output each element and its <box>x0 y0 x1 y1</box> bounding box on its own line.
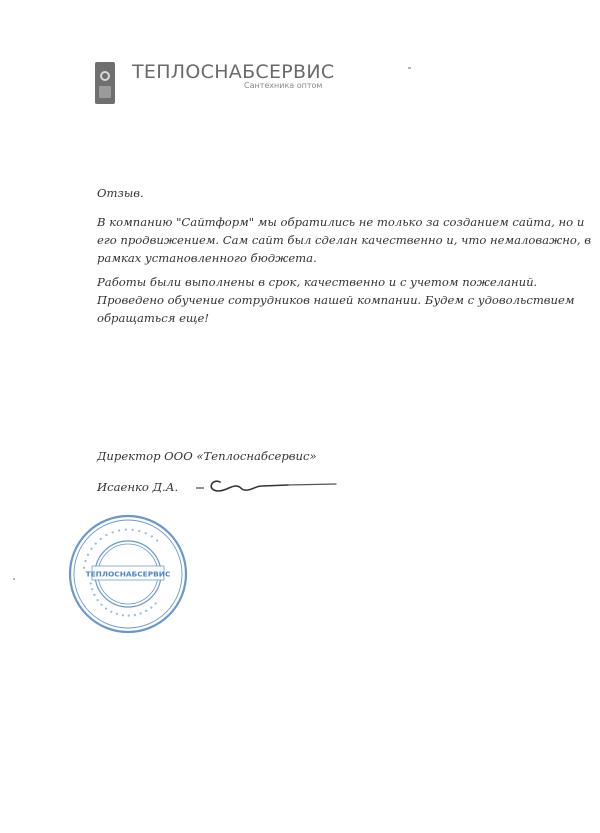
paragraph-line: рамках установленного бюджета. <box>97 251 317 265</box>
signer-title: Директор ООО «Теплоснабсервис» <box>97 449 317 463</box>
scan-speck <box>13 578 15 580</box>
company-stamp <box>66 512 190 636</box>
paragraph-line: Работы были выполнены в срок, качественно и с учетом пожеланий. <box>97 275 538 289</box>
paragraph-line: его продвижением. Сам сайт был сделан качественно и, что немаловажно, в <box>97 233 591 247</box>
paragraph-line: Проведено обучение сотрудников нашей компании. Будем с удовольствием <box>97 293 575 307</box>
letter-paragraph-2 <box>97 273 575 327</box>
signer-name: Исаенко Д.А. <box>97 480 179 494</box>
stamp-center-text: ТЕПЛОСНАБСЕРВИС <box>85 569 171 579</box>
letter-paragraph-1 <box>97 213 591 267</box>
company-emblem-icon <box>95 62 115 104</box>
handwritten-signature <box>196 472 346 498</box>
svg-text:• • • • • • • • • • • • • • •: • • • • • • • • • • • • • • • <box>86 580 161 621</box>
paragraph-line: В компанию "Сайтформ" мы обратились не только за созданием сайта, но и <box>97 215 585 229</box>
paragraph-line: обращаться еще! <box>97 311 210 325</box>
letter-salutation: Отзыв. <box>97 186 144 200</box>
company-tagline: Сантехника оптом <box>244 81 323 90</box>
svg-text:• • • • • • • • • • • • • • •: • • • • • • • • • • • • • • • <box>80 525 162 571</box>
scan-speck <box>408 67 411 69</box>
company-name: ТЕПЛОСНАБСЕРВИС <box>132 61 335 83</box>
